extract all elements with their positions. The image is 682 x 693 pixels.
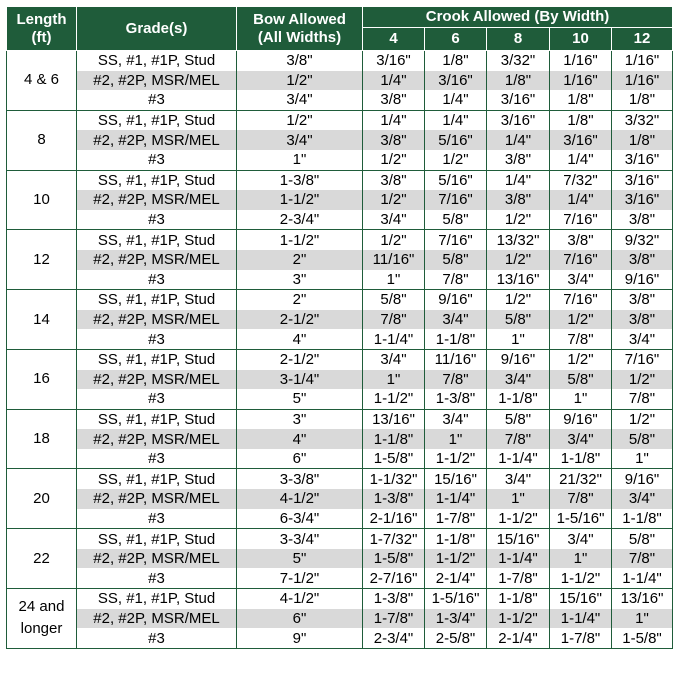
grade-cell: SS, #1, #1P, Stud xyxy=(77,529,237,549)
crook-cell-width-4: 2-1/16" xyxy=(363,509,425,529)
crook-cell-width-6: 5/8" xyxy=(425,210,487,230)
crook-cell-width-12: 3/8" xyxy=(612,210,673,230)
table-row xyxy=(7,310,673,330)
crook-cell-width-8: 1-1/4" xyxy=(487,549,550,569)
crook-cell-width-8: 3/8" xyxy=(487,190,550,210)
crook-cell-width-12: 9/32" xyxy=(612,230,673,250)
crook-cell-width-4: 11/16" xyxy=(363,250,425,270)
bow-cell: 6" xyxy=(237,609,363,629)
crook-cell-width-8: 3/16" xyxy=(487,110,550,130)
length-header-line1: Length xyxy=(16,10,67,28)
lumber-tolerance-table xyxy=(6,6,673,649)
crook-cell-width-12: 3/8" xyxy=(612,250,673,270)
grade-cell: #2, #2P, MSR/MEL xyxy=(77,489,237,509)
length-cell: 22 xyxy=(7,529,77,589)
crook-cell-width-12: 7/8" xyxy=(612,549,673,569)
table-row xyxy=(7,628,673,648)
crook-cell-width-8: 1/4" xyxy=(487,170,550,190)
crook-cell-width-10: 1/4" xyxy=(550,190,612,210)
crook-cell-width-12: 1" xyxy=(612,609,673,629)
crook-cell-width-10: 3/4" xyxy=(550,429,612,449)
crook-cell-width-10: 1/8" xyxy=(550,110,612,130)
crook-cell-width-4: 1" xyxy=(363,370,425,390)
crook-cell-width-12: 3/16" xyxy=(612,190,673,210)
length-cell: 8 xyxy=(7,110,77,170)
grade-cell: #2, #2P, MSR/MEL xyxy=(77,429,237,449)
crook-cell-width-4: 3/16" xyxy=(363,51,425,71)
crook-cell-width-10: 7/16" xyxy=(550,290,612,310)
crook-cell-width-12: 1-5/8" xyxy=(612,628,673,648)
crook-cell-width-12: 9/16" xyxy=(612,469,673,489)
crook-cell-width-12: 3/16" xyxy=(612,150,673,170)
crook-cell-width-10: 7/8" xyxy=(550,489,612,509)
grade-cell: #2, #2P, MSR/MEL xyxy=(77,370,237,390)
crook-cell-width-6: 7/16" xyxy=(425,190,487,210)
crook-cell-width-6: 7/16" xyxy=(425,230,487,250)
grade-cell: SS, #1, #1P, Stud xyxy=(77,469,237,489)
grade-cell: SS, #1, #1P, Stud xyxy=(77,409,237,429)
bow-cell: 2-1/2" xyxy=(237,349,363,369)
width-header-8: 8 xyxy=(487,28,550,51)
width-header-4: 4 xyxy=(363,28,425,51)
crook-cell-width-4: 1-3/8" xyxy=(363,589,425,609)
bow-cell: 2" xyxy=(237,250,363,270)
crook-cell-width-12: 3/4" xyxy=(612,329,673,349)
table-row xyxy=(7,429,673,449)
bow-cell: 1-1/2" xyxy=(237,230,363,250)
bow-cell: 3" xyxy=(237,270,363,290)
grade-cell: #3 xyxy=(77,150,237,170)
crook-cell-width-12: 1/16" xyxy=(612,71,673,91)
crook-cell-width-4: 1-1/4" xyxy=(363,329,425,349)
crook-cell-width-6: 3/4" xyxy=(425,409,487,429)
bow-cell: 4-1/2" xyxy=(237,589,363,609)
lumber-tolerance-table-wrap xyxy=(6,6,673,649)
crook-cell-width-4: 1-1/8" xyxy=(363,429,425,449)
crook-cell-width-10: 15/16" xyxy=(550,589,612,609)
bow-cell: 9" xyxy=(237,628,363,648)
crook-cell-width-8: 15/16" xyxy=(487,529,550,549)
crook-cell-width-4: 2-3/4" xyxy=(363,628,425,648)
bow-cell: 1-1/2" xyxy=(237,190,363,210)
crook-cell-width-6: 3/16" xyxy=(425,71,487,91)
crook-cell-width-10: 1/16" xyxy=(550,71,612,91)
crook-cell-width-12: 3/8" xyxy=(612,310,673,330)
crook-cell-width-12: 1/8" xyxy=(612,130,673,150)
crook-cell-width-6: 2-5/8" xyxy=(425,628,487,648)
crook-cell-width-4: 7/8" xyxy=(363,310,425,330)
crook-cell-width-6: 1/4" xyxy=(425,110,487,130)
crook-cell-width-8: 3/16" xyxy=(487,90,550,110)
crook-cell-width-10: 5/8" xyxy=(550,370,612,390)
grade-cell: #2, #2P, MSR/MEL xyxy=(77,310,237,330)
crook-cell-width-10: 21/32" xyxy=(550,469,612,489)
table-row xyxy=(7,170,673,190)
crook-cell-width-4: 5/8" xyxy=(363,290,425,310)
table-row xyxy=(7,449,673,469)
length-cell: 10 xyxy=(7,170,77,230)
crook-cell-width-8: 1/4" xyxy=(487,130,550,150)
table-row xyxy=(7,529,673,549)
bow-cell: 3/8" xyxy=(237,51,363,71)
bow-cell: 5" xyxy=(237,549,363,569)
crook-cell-width-4: 3/8" xyxy=(363,130,425,150)
crook-cell-width-8: 3/4" xyxy=(487,469,550,489)
length-cell: 18 xyxy=(7,409,77,469)
length-cell: 24 and longer xyxy=(7,589,77,649)
grades-header: Grade(s) xyxy=(77,7,237,51)
crook-cell-width-10: 1-7/8" xyxy=(550,628,612,648)
table-row xyxy=(7,51,673,71)
grade-cell: #2, #2P, MSR/MEL xyxy=(77,190,237,210)
crook-cell-width-8: 1-1/8" xyxy=(487,389,550,409)
bow-cell: 4" xyxy=(237,329,363,349)
crook-cell-width-10: 1" xyxy=(550,389,612,409)
crook-cell-width-10: 3/4" xyxy=(550,529,612,549)
crook-cell-width-8: 1-1/4" xyxy=(487,449,550,469)
crook-cell-width-12: 3/4" xyxy=(612,489,673,509)
width-header-12: 12 xyxy=(612,28,673,51)
crook-cell-width-12: 3/16" xyxy=(612,170,673,190)
crook-cell-width-10: 1/2" xyxy=(550,349,612,369)
crook-cell-width-6: 1-1/4" xyxy=(425,489,487,509)
table-row xyxy=(7,589,673,609)
width-header-6: 6 xyxy=(425,28,487,51)
table-row xyxy=(7,549,673,569)
crook-cell-width-10: 7/16" xyxy=(550,250,612,270)
crook-cell-width-10: 1" xyxy=(550,549,612,569)
length-header xyxy=(7,7,77,51)
crook-cell-width-4: 1-5/8" xyxy=(363,549,425,569)
grade-cell: #2, #2P, MSR/MEL xyxy=(77,250,237,270)
crook-cell-width-4: 1/2" xyxy=(363,190,425,210)
grade-cell: SS, #1, #1P, Stud xyxy=(77,349,237,369)
table-row xyxy=(7,509,673,529)
table-row xyxy=(7,110,673,130)
crook-cell-width-6: 1-3/4" xyxy=(425,609,487,629)
crook-cell-width-10: 1-5/16" xyxy=(550,509,612,529)
crook-cell-width-8: 3/4" xyxy=(487,370,550,390)
crook-cell-width-8: 3/32" xyxy=(487,51,550,71)
crook-cell-width-4: 1/2" xyxy=(363,150,425,170)
grade-cell: SS, #1, #1P, Stud xyxy=(77,589,237,609)
crook-cell-width-4: 1-7/8" xyxy=(363,609,425,629)
crook-cell-width-10: 7/8" xyxy=(550,329,612,349)
crook-cell-width-12: 13/16" xyxy=(612,589,673,609)
crook-cell-width-6: 1-1/8" xyxy=(425,329,487,349)
crook-cell-width-6: 5/16" xyxy=(425,170,487,190)
bow-cell: 3" xyxy=(237,409,363,429)
crook-cell-width-8: 7/8" xyxy=(487,429,550,449)
crook-cell-width-4: 3/8" xyxy=(363,170,425,190)
crook-cell-width-8: 13/16" xyxy=(487,270,550,290)
crook-cell-width-4: 1-7/32" xyxy=(363,529,425,549)
crook-cell-width-10: 1/4" xyxy=(550,150,612,170)
grade-cell: SS, #1, #1P, Stud xyxy=(77,170,237,190)
grade-cell: #3 xyxy=(77,509,237,529)
crook-cell-width-8: 9/16" xyxy=(487,349,550,369)
bow-cell: 3-1/4" xyxy=(237,370,363,390)
grade-cell: #3 xyxy=(77,270,237,290)
bow-cell: 1/2" xyxy=(237,110,363,130)
crook-cell-width-12: 1/2" xyxy=(612,409,673,429)
table-row xyxy=(7,150,673,170)
crook-cell-width-8: 1/2" xyxy=(487,210,550,230)
crook-cell-width-10: 1/16" xyxy=(550,51,612,71)
length-header-line2: (ft) xyxy=(31,28,52,46)
crook-cell-width-4: 13/16" xyxy=(363,409,425,429)
bow-cell: 2-3/4" xyxy=(237,210,363,230)
crook-cell-width-6: 1-1/8" xyxy=(425,529,487,549)
crook-cell-width-10: 1-1/4" xyxy=(550,609,612,629)
length-cell: 4 & 6 xyxy=(7,51,77,111)
grade-cell: #3 xyxy=(77,568,237,588)
crook-cell-width-12: 5/8" xyxy=(612,429,673,449)
crook-cell-width-8: 1" xyxy=(487,489,550,509)
bow-cell: 2" xyxy=(237,290,363,310)
grade-cell: #2, #2P, MSR/MEL xyxy=(77,549,237,569)
crook-cell-width-6: 3/4" xyxy=(425,310,487,330)
crook-cell-width-12: 7/8" xyxy=(612,389,673,409)
crook-cell-width-4: 1/4" xyxy=(363,110,425,130)
length-cell: 12 xyxy=(7,230,77,290)
crook-cell-width-8: 1/2" xyxy=(487,290,550,310)
crook-cell-width-10: 1/2" xyxy=(550,310,612,330)
crook-cell-width-8: 13/32" xyxy=(487,230,550,250)
crook-cell-width-12: 7/16" xyxy=(612,349,673,369)
table-row xyxy=(7,190,673,210)
crook-cell-width-8: 1-7/8" xyxy=(487,568,550,588)
grade-cell: #3 xyxy=(77,449,237,469)
table-header xyxy=(7,7,673,51)
crook-cell-width-4: 1" xyxy=(363,270,425,290)
table-row xyxy=(7,370,673,390)
crook-cell-width-6: 7/8" xyxy=(425,370,487,390)
width-header-10: 10 xyxy=(550,28,612,51)
table-row xyxy=(7,250,673,270)
crook-cell-width-4: 3/8" xyxy=(363,90,425,110)
crook-cell-width-10: 1-1/8" xyxy=(550,449,612,469)
crook-cell-width-12: 1-1/8" xyxy=(612,509,673,529)
grade-cell: #3 xyxy=(77,210,237,230)
crook-cell-width-8: 3/8" xyxy=(487,150,550,170)
crook-cell-width-12: 3/8" xyxy=(612,290,673,310)
crook-cell-width-6: 1/2" xyxy=(425,150,487,170)
crook-cell-width-6: 1" xyxy=(425,429,487,449)
crook-cell-width-6: 11/16" xyxy=(425,349,487,369)
length-cell: 16 xyxy=(7,349,77,409)
crook-cell-width-4: 3/4" xyxy=(363,210,425,230)
bow-header-line1: Bow Allowed xyxy=(253,10,346,28)
table-row xyxy=(7,489,673,509)
crook-cell-width-4: 1-3/8" xyxy=(363,489,425,509)
crook-cell-width-6: 2-1/4" xyxy=(425,568,487,588)
bow-cell: 1" xyxy=(237,150,363,170)
crook-cell-width-8: 2-1/4" xyxy=(487,628,550,648)
crook-cell-width-6: 1-7/8" xyxy=(425,509,487,529)
grade-cell: #3 xyxy=(77,90,237,110)
grade-cell: #3 xyxy=(77,389,237,409)
table-row xyxy=(7,210,673,230)
crook-cell-width-6: 15/16" xyxy=(425,469,487,489)
crook-cell-width-4: 1-1/32" xyxy=(363,469,425,489)
bow-cell: 3-3/4" xyxy=(237,529,363,549)
length-cell: 14 xyxy=(7,290,77,350)
crook-cell-width-4: 1/4" xyxy=(363,71,425,91)
grade-cell: #2, #2P, MSR/MEL xyxy=(77,130,237,150)
crook-cell-width-6: 1/8" xyxy=(425,51,487,71)
bow-cell: 3-3/8" xyxy=(237,469,363,489)
bow-cell: 4" xyxy=(237,429,363,449)
crook-cell-width-10: 7/16" xyxy=(550,210,612,230)
grade-cell: #3 xyxy=(77,329,237,349)
table-row xyxy=(7,568,673,588)
crook-cell-width-8: 5/8" xyxy=(487,409,550,429)
crook-cell-width-12: 1-1/4" xyxy=(612,568,673,588)
crook-cell-width-4: 1/2" xyxy=(363,230,425,250)
grade-cell: SS, #1, #1P, Stud xyxy=(77,110,237,130)
grade-cell: #2, #2P, MSR/MEL xyxy=(77,71,237,91)
crook-cell-width-8: 1-1/2" xyxy=(487,609,550,629)
table-row xyxy=(7,409,673,429)
table-row xyxy=(7,130,673,150)
crook-header: Crook Allowed (By Width) xyxy=(363,7,673,28)
table-row xyxy=(7,230,673,250)
crook-cell-width-12: 1/16" xyxy=(612,51,673,71)
crook-cell-width-10: 3/4" xyxy=(550,270,612,290)
crook-cell-width-10: 3/16" xyxy=(550,130,612,150)
bow-cell: 4-1/2" xyxy=(237,489,363,509)
crook-cell-width-12: 1/8" xyxy=(612,90,673,110)
crook-cell-width-10: 3/8" xyxy=(550,230,612,250)
table-row xyxy=(7,270,673,290)
length-cell: 20 xyxy=(7,469,77,529)
table-row xyxy=(7,290,673,310)
crook-cell-width-6: 5/16" xyxy=(425,130,487,150)
crook-cell-width-4: 1-1/2" xyxy=(363,389,425,409)
crook-cell-width-6: 1-1/2" xyxy=(425,549,487,569)
table-row xyxy=(7,609,673,629)
crook-cell-width-6: 5/8" xyxy=(425,250,487,270)
bow-cell: 1/2" xyxy=(237,71,363,91)
bow-cell: 7-1/2" xyxy=(237,568,363,588)
grade-cell: SS, #1, #1P, Stud xyxy=(77,230,237,250)
grade-cell: SS, #1, #1P, Stud xyxy=(77,51,237,71)
crook-cell-width-12: 1/2" xyxy=(612,370,673,390)
table-row xyxy=(7,71,673,91)
crook-cell-width-8: 1/2" xyxy=(487,250,550,270)
table-row xyxy=(7,349,673,369)
grade-cell: #2, #2P, MSR/MEL xyxy=(77,609,237,629)
crook-cell-width-4: 3/4" xyxy=(363,349,425,369)
crook-cell-width-8: 1-1/8" xyxy=(487,589,550,609)
crook-cell-width-10: 7/32" xyxy=(550,170,612,190)
crook-cell-width-10: 1-1/2" xyxy=(550,568,612,588)
bow-cell: 3/4" xyxy=(237,90,363,110)
bow-cell: 6" xyxy=(237,449,363,469)
crook-cell-width-12: 9/16" xyxy=(612,270,673,290)
crook-cell-width-4: 2-7/16" xyxy=(363,568,425,588)
crook-cell-width-10: 9/16" xyxy=(550,409,612,429)
crook-cell-width-6: 1-5/16" xyxy=(425,589,487,609)
table-row xyxy=(7,389,673,409)
crook-cell-width-6: 1-1/2" xyxy=(425,449,487,469)
crook-cell-width-6: 1/4" xyxy=(425,90,487,110)
bow-cell: 2-1/2" xyxy=(237,310,363,330)
table-row xyxy=(7,90,673,110)
crook-cell-width-6: 7/8" xyxy=(425,270,487,290)
bow-cell: 3/4" xyxy=(237,130,363,150)
bow-cell: 5" xyxy=(237,389,363,409)
table-row xyxy=(7,329,673,349)
crook-cell-width-12: 3/32" xyxy=(612,110,673,130)
bow-cell: 6-3/4" xyxy=(237,509,363,529)
crook-cell-width-6: 1-3/8" xyxy=(425,389,487,409)
crook-cell-width-8: 5/8" xyxy=(487,310,550,330)
crook-cell-width-8: 1" xyxy=(487,329,550,349)
crook-cell-width-8: 1/8" xyxy=(487,71,550,91)
grade-cell: SS, #1, #1P, Stud xyxy=(77,290,237,310)
table-row xyxy=(7,469,673,489)
crook-cell-width-10: 1/8" xyxy=(550,90,612,110)
bow-cell: 1-3/8" xyxy=(237,170,363,190)
table-body xyxy=(7,51,673,649)
crook-cell-width-8: 1-1/2" xyxy=(487,509,550,529)
bow-header-line2: (All Widths) xyxy=(257,28,342,46)
crook-cell-width-12: 1" xyxy=(612,449,673,469)
crook-cell-width-4: 1-5/8" xyxy=(363,449,425,469)
bow-header xyxy=(237,7,363,51)
crook-cell-width-12: 5/8" xyxy=(612,529,673,549)
crook-cell-width-6: 9/16" xyxy=(425,290,487,310)
grade-cell: #3 xyxy=(77,628,237,648)
